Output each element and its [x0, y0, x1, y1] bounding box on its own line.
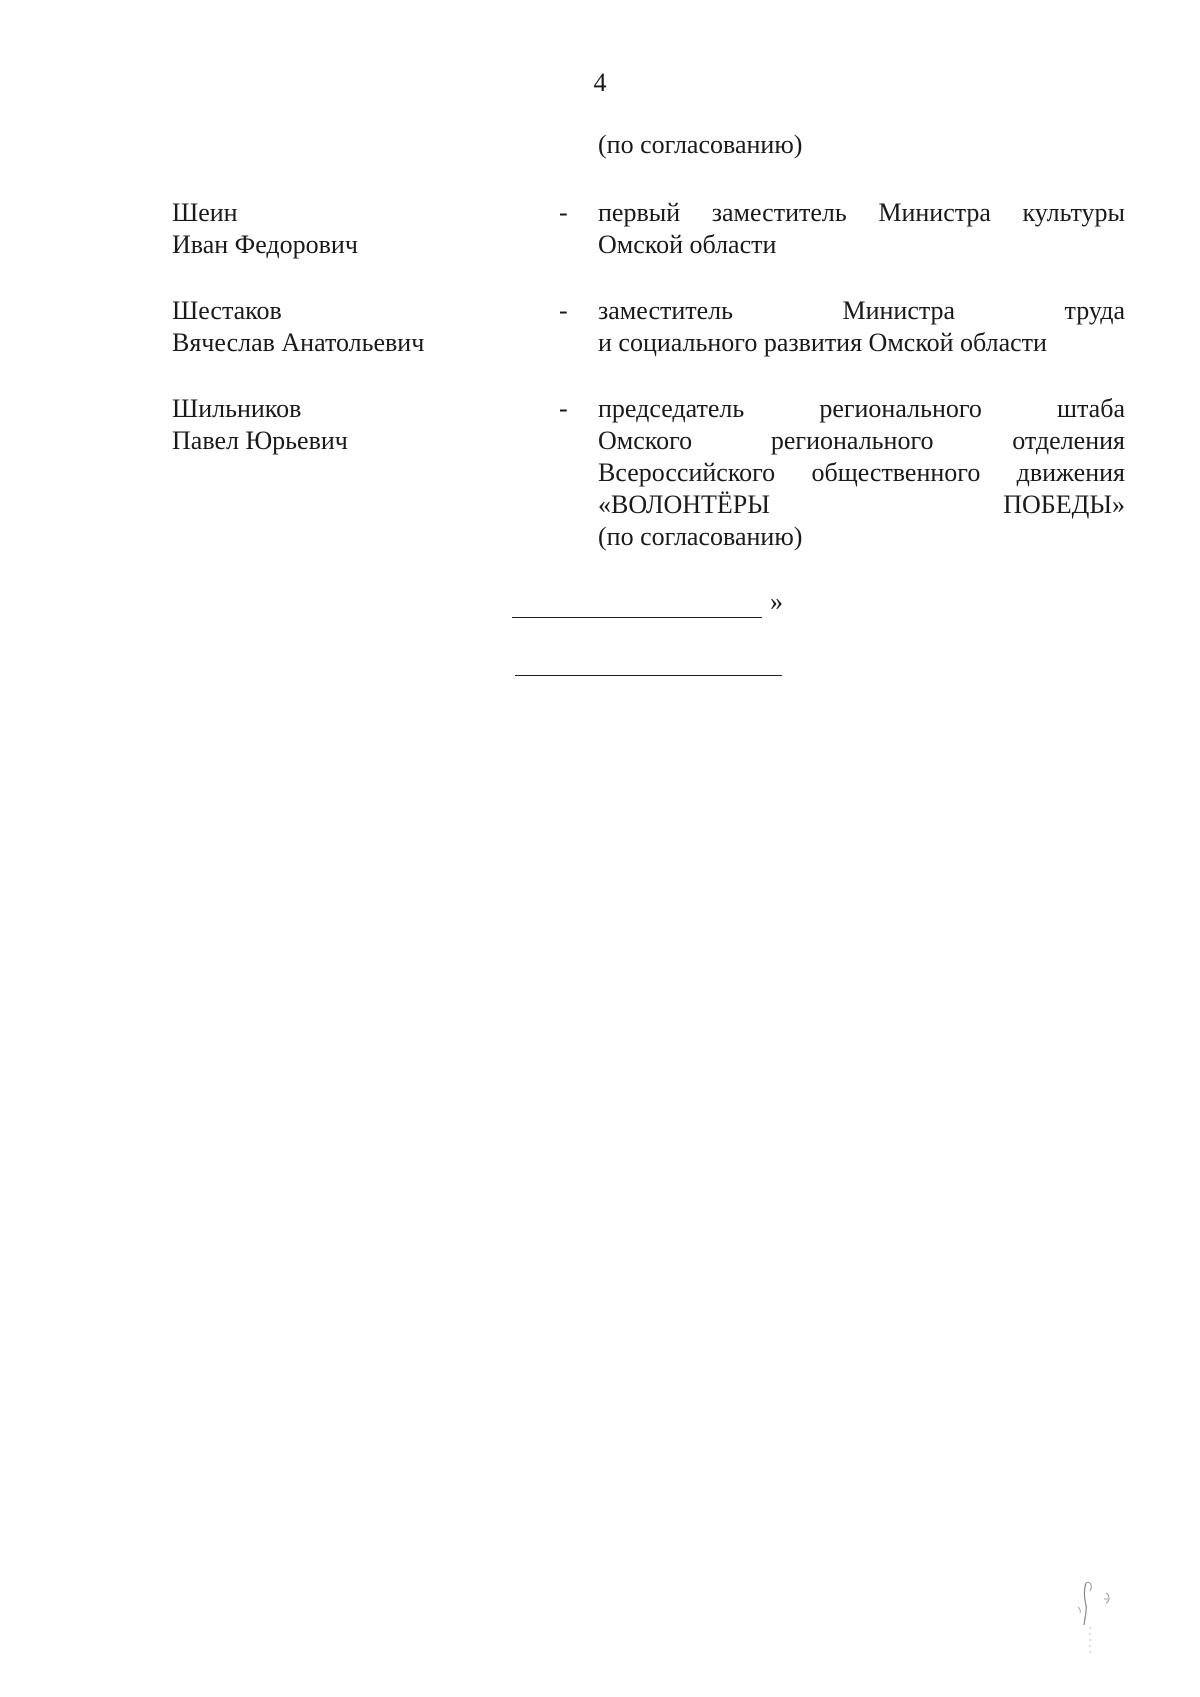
role-line — [598, 425, 1125, 457]
role-word: регионального — [770, 426, 934, 455]
handwritten-initials-icon — [1068, 1565, 1118, 1665]
role-word: штаба — [1056, 394, 1125, 423]
role-line — [598, 457, 1125, 489]
role-line — [598, 197, 1125, 229]
member-surname: Шестаков — [172, 296, 282, 325]
member-role — [598, 197, 1125, 261]
role-word: председатель — [598, 394, 745, 423]
role-word: заместитель — [598, 296, 734, 325]
role-word: Министра — [842, 296, 956, 325]
role-word: отделения — [1012, 426, 1125, 455]
member-name — [172, 295, 512, 359]
role-word: Омского — [598, 426, 693, 455]
closing-quote: » — [770, 587, 783, 616]
role-word: культуры — [1022, 198, 1125, 227]
role-word: первый — [598, 198, 681, 227]
member-role — [598, 393, 1125, 553]
member-given-names: Вячеслав Анатольевич — [172, 328, 425, 357]
role-word: ПОБЕДЫ» — [1003, 490, 1125, 519]
role-word: общественного — [811, 458, 981, 487]
member-surname: Шеин — [172, 198, 238, 227]
role-word: Министра — [878, 198, 991, 227]
continuation-note: (по согласованию) — [598, 130, 803, 159]
member-name — [172, 197, 512, 261]
role-line: Омской области — [598, 230, 777, 259]
role-line — [598, 489, 1125, 521]
member-dash: - — [559, 198, 568, 227]
closing-rule — [512, 617, 762, 618]
role-line — [598, 295, 1125, 327]
member-role — [598, 295, 1125, 359]
role-word: заместитель — [711, 198, 847, 227]
role-word: «ВОЛОНТЁРЫ — [598, 490, 770, 519]
role-word: Всероссийского — [598, 458, 776, 487]
member-given-names: Павел Юрьевич — [172, 426, 348, 455]
role-word: регионального — [819, 394, 982, 423]
closing-rule — [515, 675, 782, 676]
member-given-names: Иван Федорович — [172, 230, 358, 259]
member-dash: - — [559, 296, 568, 325]
role-word: труда — [1064, 296, 1125, 325]
role-line: и социального развития Омской области — [598, 328, 1047, 357]
member-name — [172, 393, 512, 457]
role-line: (по согласованию) — [598, 522, 803, 551]
role-line — [598, 393, 1125, 425]
page-number: 4 — [593, 68, 607, 97]
role-word: движения — [1016, 458, 1125, 487]
member-surname: Шильников — [172, 394, 302, 423]
member-dash: - — [559, 394, 568, 423]
